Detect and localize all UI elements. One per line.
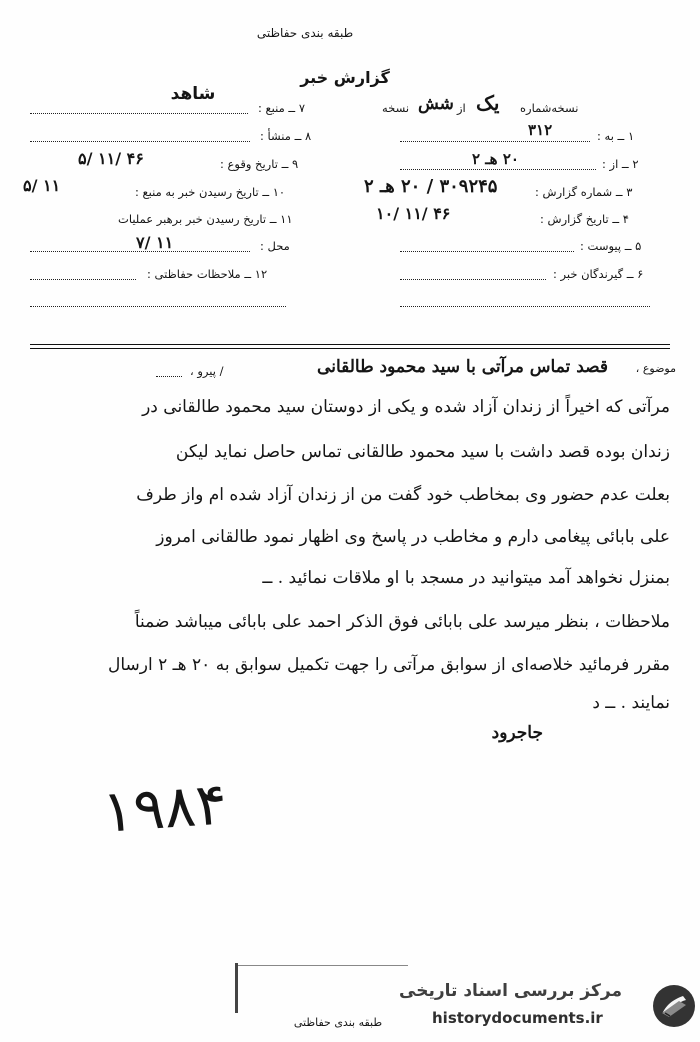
scan-edge-mark [235, 963, 238, 1013]
copy-from-label: از [457, 101, 466, 115]
receipt-date-value: ۵/ ۱۱ [23, 176, 61, 195]
section-divider-thin [30, 348, 670, 349]
bottom-classification: طبقه بندی حفاظتی [293, 1016, 383, 1029]
archive-watermark [392, 977, 698, 1035]
body-line-5: بمنزل نخواهد آمد میتوانید در مسجد با او ملاقات نمائید . ــ [262, 568, 670, 588]
report-number-value: ۳۰۹۲۴۵ / ۲۰ هـ ۲ [364, 176, 498, 197]
copy-number: یک [476, 91, 500, 115]
body-line-3: بعلت عدم حضور وی بمخاطب خود گفت من از زندان آزاد شده ام واز طرف [136, 485, 670, 505]
left-form-end-dots [400, 306, 650, 307]
body-line-8: نمایند . ــ د [592, 693, 670, 713]
security-notes-dots-2 [30, 306, 286, 307]
recipients-dots [400, 279, 546, 280]
to-value: ۳۱۲ [528, 121, 553, 139]
report-number-label: ۳ ــ شماره گزارش : [535, 185, 633, 199]
from-dots [400, 169, 596, 170]
top-classification: طبقه بندی حفاظتی [256, 26, 354, 40]
watermark-persian: مرکز بررسی اسناد تاریخی [399, 981, 622, 1001]
watermark-url: historydocuments.ir [432, 1009, 603, 1027]
subject-row [156, 357, 676, 384]
event-date-value: ۵/ ۱۱/ ۴۶ [78, 149, 144, 168]
copy-total: شش [418, 94, 454, 114]
recipients-label: ۶ ــ گیرندگان خبر : [553, 267, 644, 281]
body-line-1: مرآتی که اخیراً از زندان آزاد شده و یکی از دوستان سید محمود طالقانی در [142, 397, 670, 417]
to-label: ۱ ــ به : [597, 129, 635, 143]
copy-label: نسخه‌شماره [520, 101, 579, 115]
subject-dots [156, 376, 182, 377]
report-date-label: ۴ ــ تاریخ گزارش : [540, 212, 629, 226]
report-title: گزارش خبر [300, 68, 390, 87]
book-emblem-icon [650, 982, 698, 1030]
copy-suffix: نسخه [382, 101, 410, 115]
event-date-label: ۹ ــ تاریخ وقوع : [220, 157, 299, 171]
report-date-value: ۱۰/ ۱۱/ ۴۶ [376, 204, 451, 223]
body-line-4: علی بابائی پیغامی دارم و مخاطب در پاسخ وی اظهار نمود طالقانی امروز [156, 527, 670, 547]
subject-suffix: / پیرو ، [190, 364, 224, 378]
handwritten-document-number: ۱۹۸۴ [100, 769, 230, 846]
body-line-6: ملاحظات ، بنظر میرسد علی بابائی فوق الذکر احمد علی بابائی میباشد ضمناً [134, 612, 670, 632]
bottom-divider [238, 965, 408, 966]
location-value: ۷/ ۱۱ [136, 233, 174, 252]
body-line-7: مقرر فرمائید خلاصه‌ای از سوابق مرآتی را جهت تکمیل سوابق به ۲۰ هـ ۲ ارسال [108, 655, 670, 675]
attachment-label: ۵ ــ پیوست : [580, 239, 642, 253]
subject-label: موضوع ، [635, 362, 676, 375]
security-notes-label: ۱۲ ــ ملاحظات حفاظتی : [147, 267, 268, 281]
ops-receipt-label: ۱۱ ــ تاریخ رسیدن خبر برهبر عملیات [118, 212, 293, 226]
origin-label: ۸ ــ منشأ : [260, 129, 312, 143]
from-label: ۲ ــ از : [602, 157, 639, 171]
witness-label: شاهد [170, 84, 216, 104]
source-dots [30, 113, 248, 114]
from-value: ۲۰ هـ ۲ [472, 150, 519, 168]
subject-text: قصد تماس مرآتی با سید محمود طالقانی [317, 357, 608, 377]
origin-dots [30, 141, 250, 142]
location-label: محل : [260, 239, 290, 253]
security-notes-dots-1 [30, 279, 136, 280]
body-line-2: زندان بوده قصد داشت با سید محمود طالقانی تماس حاصل نماید لیکن [175, 442, 670, 462]
attachment-dots [400, 251, 574, 252]
to-dots [400, 141, 590, 142]
receipt-date-label: ۱۰ ــ تاریخ رسیدن خبر به منبع : [135, 185, 286, 199]
signature-name: جاجرود [491, 723, 543, 743]
source-label: ۷ ــ منبع : [258, 101, 305, 115]
section-divider [30, 344, 670, 345]
